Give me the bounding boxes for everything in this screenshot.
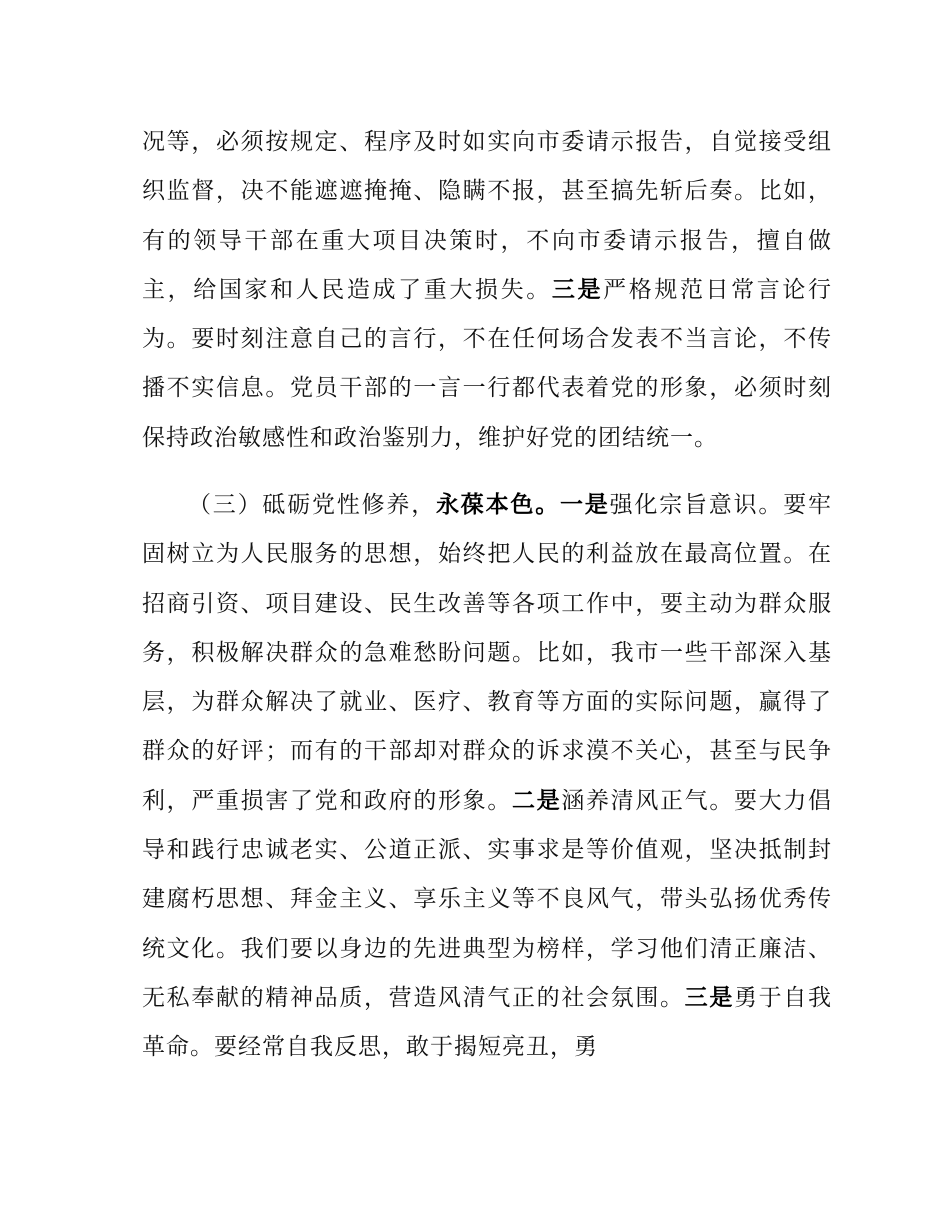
bold-run: 三是 xyxy=(551,276,604,303)
text-run: 涵养清风正气。要大力倡导和践行忠诚老实、公道正派、实事求是等价值观，坚决抵制封建腐朽思想、拜金主义、享乐主义等不良风气，带头弘扬优秀传统文化。我们要以身边的先进典型为榜样，学习他们清正廉洁、无私奉献的精神品质，营造风清气正的社会氛围。 xyxy=(142,787,833,1011)
text-run: 严格规范日常言论行为。要时刻注意自己的言行，不在任何场合发表不当言论，不传播不实信息。党员干部的一言一行都代表着党的形象，必须时刻保持政治敏感性和政治鉴别力，维护好党的团结统一。 xyxy=(142,276,833,451)
bold-run: 二是 xyxy=(512,787,562,814)
text-run: 强化宗旨意识。要牢固树立为人民服务的思想，始终把人民的利益放在最高位置。在招商引资、项目建设、民生改善等各项工作中，要主动为群众服务，积极解决群众的急难愁盼问题。比如，我市一些干部深入基层，为群众解决了就业、医疗、教育等方面的实际问题，赢得了群众的好评；而有的干部却对群众的诉求漠不关心，甚至与民争利，严重损害了党和政府的形象。 xyxy=(142,492,833,814)
paragraph-1 xyxy=(142,118,832,463)
bold-run: 三是 xyxy=(684,984,735,1011)
paragraph-2 xyxy=(142,481,832,1073)
section-heading-bold: 永葆本色。 xyxy=(436,492,560,518)
section-heading-lead: （三）砥砺党性修养， xyxy=(188,492,436,518)
bold-run: 一是 xyxy=(560,492,610,518)
text-run: 况等，必须按规定、程序及时如实向市委请示报告，自觉接受组织监督，决不能遮遮掩掩、隐瞒不报，甚至搞先斩后奏。比如，有的领导干部在重大项目决策时，不向市委请示报告，擅自做主，给国家和人民造成了重大损失。 xyxy=(142,129,832,303)
text-run: 勇于自我革命。要经常自我反思，敢于揭短亮丑，勇 xyxy=(142,984,833,1061)
